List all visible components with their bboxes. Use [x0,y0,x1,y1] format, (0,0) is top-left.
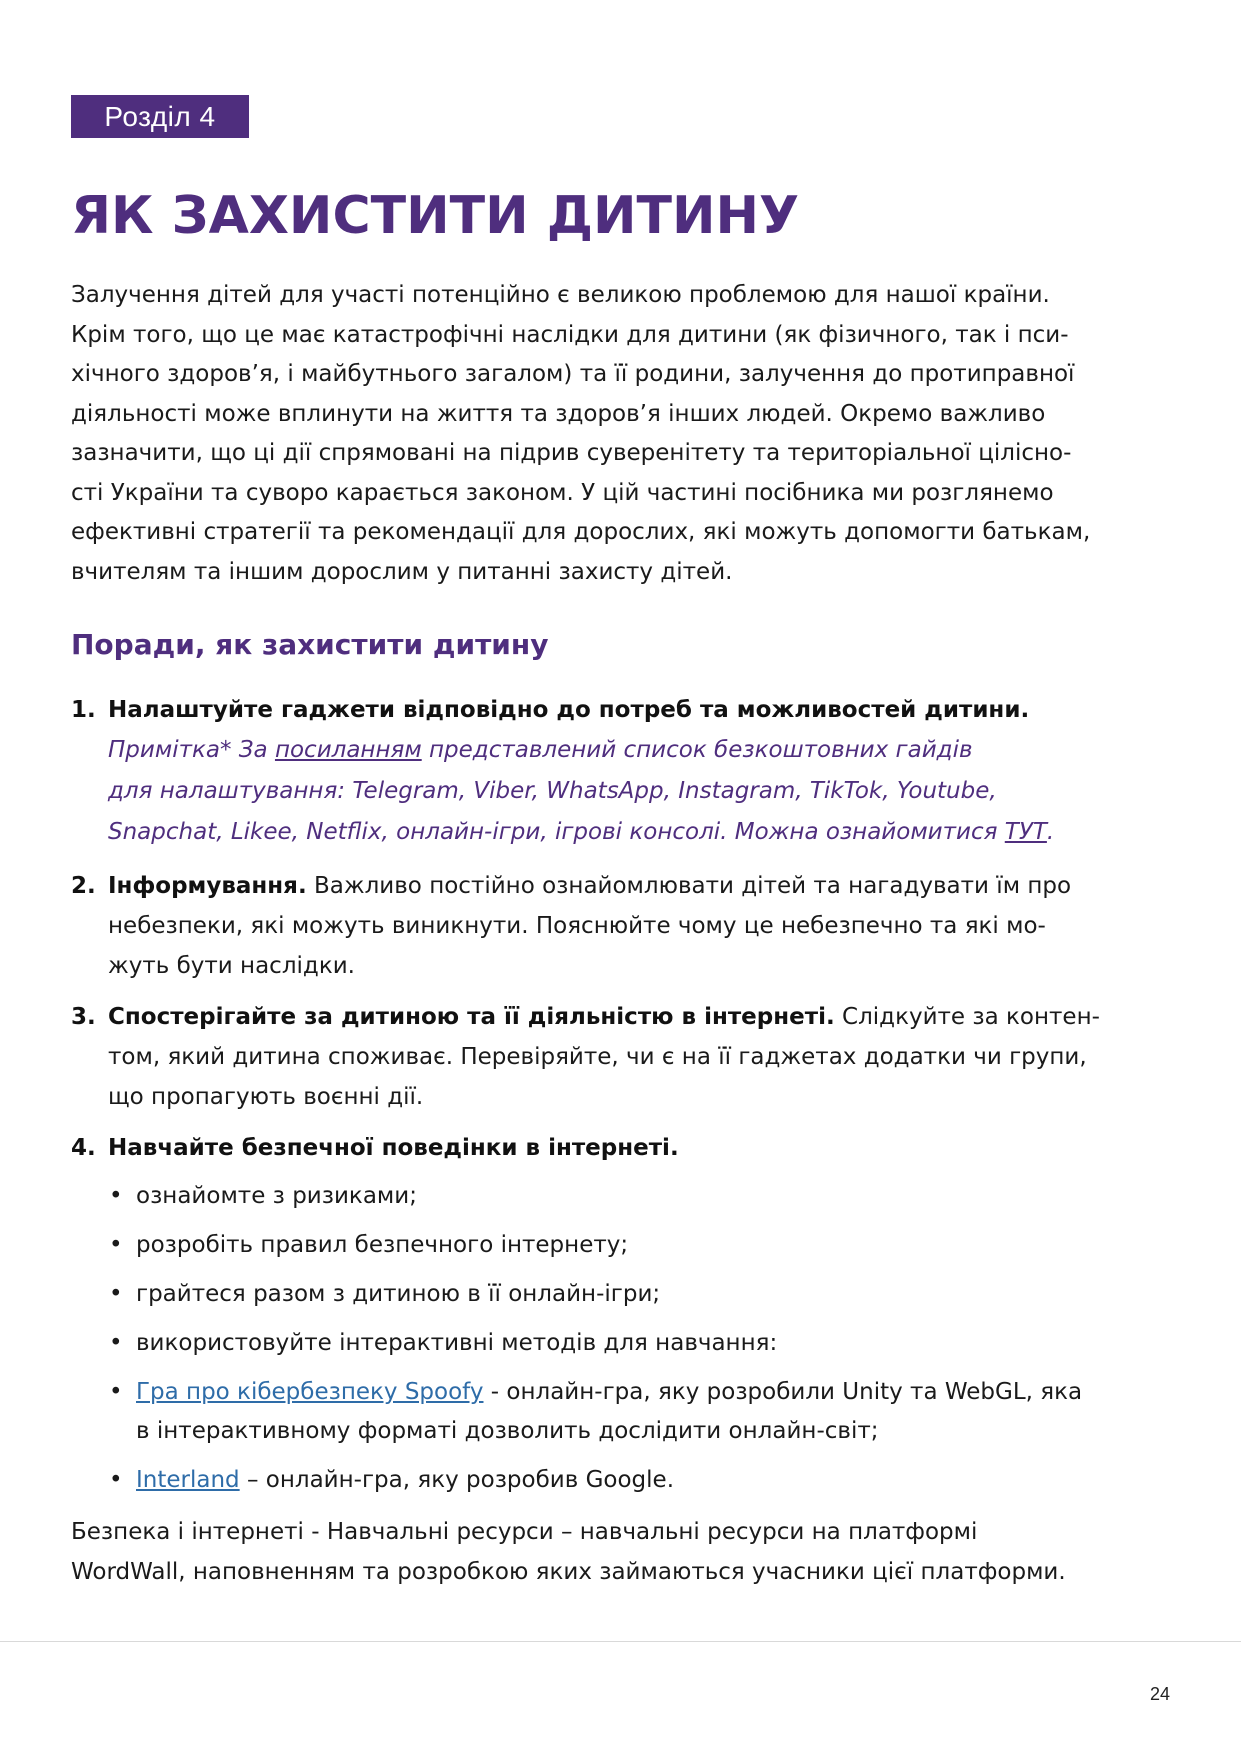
bullet-list [109,1177,1169,1507]
list-item-heading: Налаштуйте гаджети відповідно до потреб та можливостей дитини. [108,697,1030,723]
list-item-1 [71,690,1179,860]
intro-line: зазначити, що ці дії спрямовані на підрив суверенітету та територіальної цілісно- [71,440,1072,466]
bullet-line: ознайомте з ризиками; [136,1183,417,1209]
page-title: ЯК ЗАХИСТИТИ ДИТИНУ [71,186,800,246]
note-text: Примітка* За [108,737,275,763]
closing-paragraph [71,1513,1179,1592]
note-text: Snapchat, Likee, Netflix, онлайн-ігри, ігрові консолі. Можна ознайомитися [108,819,1005,845]
bullet-dot: • [109,1232,123,1258]
bullet-text [136,1177,1176,1216]
note-link[interactable]: ТУТ [1004,819,1047,845]
bullet-link-description: - онлайн-гра, яку розробили Unity та WebGL, яка [483,1379,1083,1405]
footer-divider [0,1641,1241,1642]
intro-line: діяльності може вплинути на життя та здоров’я інших людей. Окремо важливо [71,400,1046,427]
intro-line: вчителям та іншим дорослим у питанні захисту дітей. [71,558,733,585]
bullet-dot: • [109,1379,123,1405]
closing-line: Безпека і інтернеті - Навчальні ресурси – навчальні ресурси на платформі [71,1519,978,1545]
bullet-line: розробіть правил безпечного інтернету; [136,1232,629,1258]
note-line: для налаштування: Telegram, Viber, WhatsApp, Instagram, TikTok, Youtube, [108,778,997,804]
list-item-line: що пропагують воєнні дії. [108,1084,424,1110]
list-item-number: 2. [71,873,96,899]
list-item-number: 3. [71,1004,96,1030]
note-text: . [1046,819,1055,845]
bullet-line: використовуйте інтерактивні методів для навчання: [136,1330,778,1356]
list-item-number: 1. [71,697,96,723]
list-item-text: Слідкуйте за контен- [834,1004,1100,1030]
list-item-number: 4. [71,1135,96,1161]
intro-line: Залучення дітей для участі потенційно є великою проблемою для нашої країни. [71,282,1050,308]
list-item-body [108,1128,1188,1168]
page-number: 24 [1149,1684,1171,1704]
section-badge: Розділ 4 [71,95,249,138]
list-item-4 [71,1128,1179,1168]
bullet-dot: • [109,1467,123,1493]
intro-paragraph [71,276,1179,592]
list-item-2 [71,866,1179,986]
spoofy-game-link[interactable]: Гра про кібербезпеку Spoofy [136,1379,484,1405]
note-text: представлений список безкоштовних гайдів [421,737,973,763]
bullet-line: грайтеся разом з дитиною в її онлайн-ігри; [136,1281,661,1307]
list-item-body [108,866,1188,986]
list-item-text: Важливо постійно ознайомлювати дітей та нагадувати їм про [306,873,1072,899]
item-note [108,730,1188,853]
list-item-line [108,997,1188,1037]
bullet-text [136,1226,1176,1265]
list-item-heading: Навчайте безпечної поведінки в інтернеті. [108,1135,679,1161]
list-item-body [108,997,1188,1117]
bullet-dot: • [109,1281,123,1307]
bullet-text [136,1373,1176,1451]
note-line [108,730,1188,771]
list-item-heading: Інформування. [108,873,307,899]
section-subheading: Поради, як захистити дитину [71,628,549,661]
list-item-3 [71,997,1179,1117]
bullet-text [136,1461,1176,1500]
interland-link[interactable]: Interland [136,1467,240,1493]
note-line [108,812,1188,853]
closing-line: WordWall, наповненням та розробкою яких займаються учасники цієї платформи. [71,1558,1066,1585]
list-item-body [108,690,1188,853]
intro-line: хічного здоров’я, і майбутнього загалом) та її родини, залучення до протиправної [71,361,1075,387]
bullet-line [136,1461,1176,1500]
list-item-line: жуть бути наслідки. [108,953,355,979]
bullet-line [136,1373,1176,1412]
note-link[interactable]: посиланням [274,737,422,763]
bullet-dot: • [109,1183,123,1209]
list-item-line: том, який дитина споживає. Перевіряйте, чи є на її гаджетах додатки чи групи, [108,1044,1087,1070]
intro-line: сті України та суворо карається законом. У цій частині посібника ми розглянемо [71,479,1054,506]
bullet-line: в інтерактивному форматі дозволить дослідити онлайн-світ; [136,1418,879,1444]
bullet-text [136,1275,1176,1314]
bullet-text [136,1324,1176,1363]
intro-line: ефективні стратегії та рекомендації для дорослих, які можуть допомогти батькам, [71,519,1091,545]
bullet-dot: • [109,1330,123,1356]
intro-line: Крім того, що це має катастрофічні наслідки для дитини (як фізичного, так і пси- [71,321,1069,348]
list-item-line: небезпеки, які можуть виникнути. Пояснюйте чому це небезпечно та які мо- [108,913,1046,939]
list-item-heading: Спостерігайте за дитиною та її діяльністю в інтернеті. [108,1004,835,1030]
bullet-link-description: – онлайн-гра, яку розробив Google. [239,1467,675,1493]
list-item-line [108,866,1188,906]
